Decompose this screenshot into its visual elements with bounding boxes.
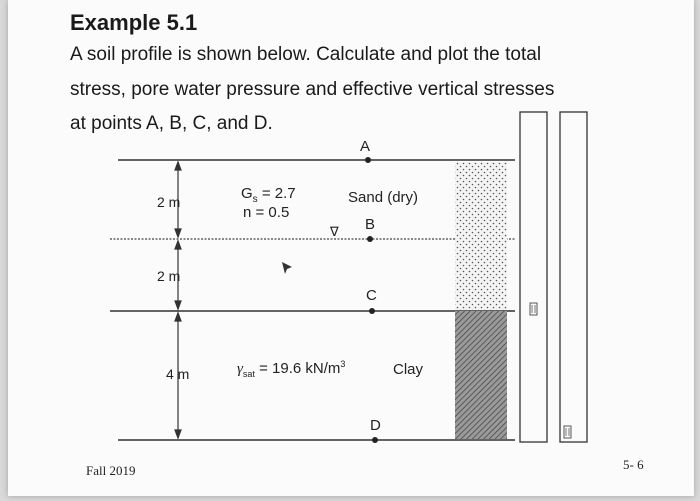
specific-gravity-label: $G_s = 2.7$ <box>241 185 296 205</box>
middle-layer-thickness: 2 m <box>157 268 181 284</box>
point-b-label: B <box>365 216 376 233</box>
point-a-label: A <box>360 138 371 155</box>
point-d-marker <box>372 437 378 443</box>
point-d-label: D <box>370 417 381 434</box>
point-b-marker <box>367 236 373 242</box>
clay-layer-label: Clay <box>393 361 424 378</box>
bottom-layer-thickness: 4 m <box>166 366 190 382</box>
problem-text-line-2: stress, pore water pressure and effective vertical stresses <box>70 79 555 100</box>
top-layer-thickness: 2 m <box>157 194 181 210</box>
footer-term: Fall 2019 <box>86 463 136 478</box>
saturated-unit-weight-label: $\gamma_{sat} = 19.6$ $kN/m^3$ <box>237 359 346 379</box>
stress-plot-mark-2 <box>564 426 571 438</box>
clay-strip <box>455 311 507 439</box>
stress-plot-mark-1 <box>530 303 537 315</box>
example-title: Example 5.1 <box>70 10 198 35</box>
stress-plot-frame-2 <box>560 112 587 442</box>
point-c-label: C <box>366 287 377 304</box>
stress-plot-frame-1 <box>520 112 547 442</box>
water-table-icon: ∇ <box>330 224 339 239</box>
sand-strip <box>455 162 507 310</box>
problem-text-line-3: at points A, B, C, and D. <box>70 113 273 134</box>
porosity-label: n = 0.5 <box>243 204 290 221</box>
point-c-marker <box>369 308 375 314</box>
footer-page-number: 5- 6 <box>623 457 644 472</box>
sand-layer-label: Sand (dry) <box>348 189 419 206</box>
problem-text-line-1: A soil profile is shown below. Calculate and plot the total <box>70 44 542 65</box>
cursor-icon <box>282 262 292 274</box>
point-a-marker <box>365 157 371 163</box>
